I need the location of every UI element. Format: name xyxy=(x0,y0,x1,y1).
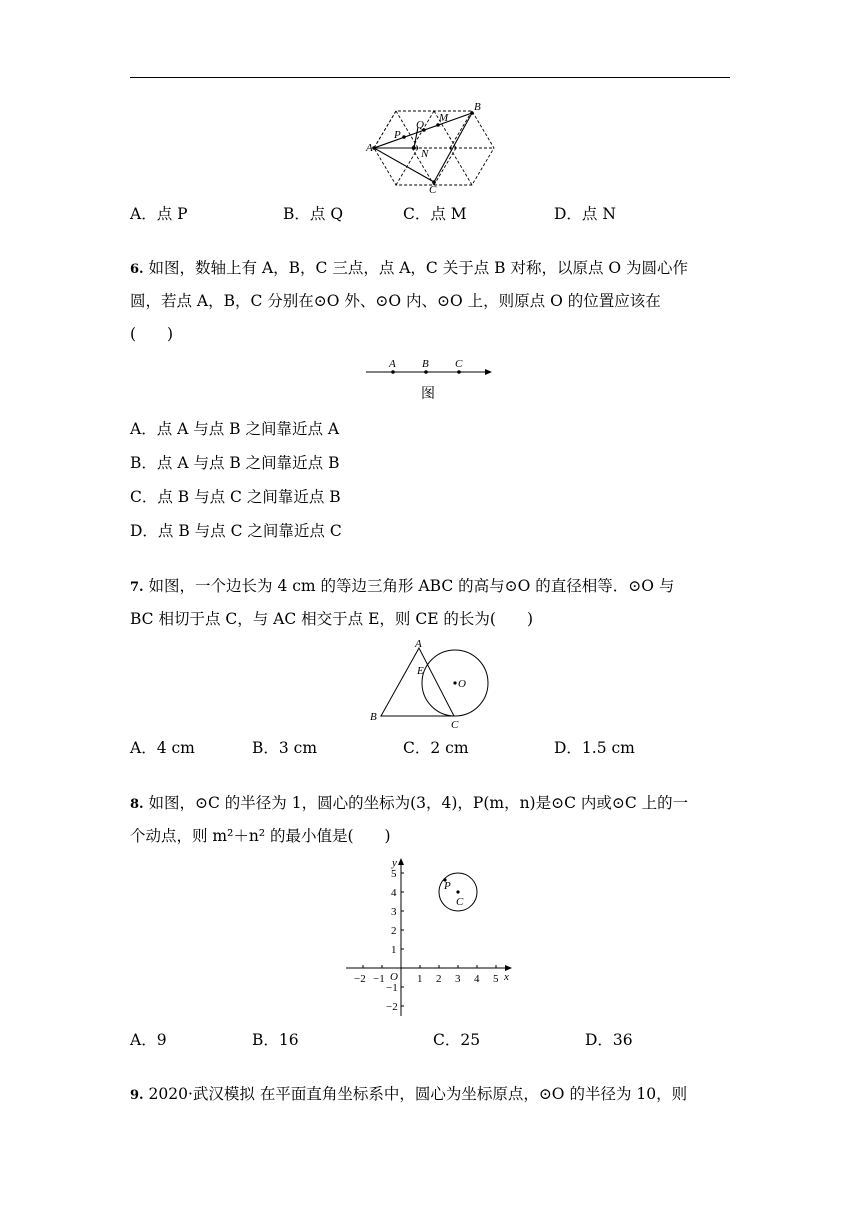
q6-option-c[interactable]: C．点 B 与点 C 之间靠近点 B xyxy=(130,488,341,506)
q8-xtick: −1 xyxy=(373,973,385,985)
q6-option-b[interactable]: B．点 A 与点 B 之间靠近点 B xyxy=(130,454,340,472)
q5-option-c[interactable]: C．点 M xyxy=(403,205,467,223)
q8-stem-line1: 8. 如图，⊙C 的半径为 1，圆心的坐标为(3，4)，P(m，n)是⊙C 内或⊙C 上的一 xyxy=(130,794,689,812)
q9-stem-line1: 9. 2020·武汉模拟 在平面直角坐标系中，圆心为坐标原点，⊙O 的半径为 10，则 xyxy=(130,1085,688,1103)
q8-xtick: 2 xyxy=(436,973,442,985)
q7-label-c: C xyxy=(451,719,459,731)
q6-label-a: A xyxy=(389,358,396,370)
q8-option-d[interactable]: D．36 xyxy=(585,1031,633,1049)
q6-stem-line3: ( ) xyxy=(130,325,174,343)
q7-stem-line2: BC 相切于点 C，与 AC 相交于点 E，则 CE 的长为( ) xyxy=(130,610,534,628)
q6-option-d[interactable]: D．点 B 与点 C 之间靠近点 C xyxy=(130,522,342,540)
q5-label-a: A xyxy=(366,142,373,154)
q7-option-a[interactable]: A．4 cm xyxy=(130,739,195,757)
q8-ytick: −1 xyxy=(386,982,398,994)
q5-label-p: P xyxy=(394,129,401,141)
q5-label-m: M xyxy=(439,112,449,124)
q8-xtick: −2 xyxy=(354,973,366,985)
q7-label-b: B xyxy=(370,711,377,723)
q5-label-q: Q xyxy=(416,119,424,131)
q7-number: 7. xyxy=(130,580,144,595)
q7-option-c[interactable]: C．2 cm xyxy=(403,739,469,757)
q6-stem-line2: 圆，若点 A，B，C 分别在⊙O 外、⊙O 内、⊙O 上，则原点 O 的位置应该在 xyxy=(130,292,661,310)
q6-label-b: B xyxy=(422,358,429,370)
q8-option-b[interactable]: B．16 xyxy=(252,1031,299,1049)
q8-option-c[interactable]: C．25 xyxy=(433,1031,481,1049)
q5-option-a[interactable]: A．点 P xyxy=(130,205,188,223)
q8-xtick: 5 xyxy=(493,973,499,985)
q7-option-b[interactable]: B．3 cm xyxy=(252,739,318,757)
q5-label-n: N xyxy=(421,148,429,160)
q7-label-o: O xyxy=(458,678,466,690)
q7-label-a: A xyxy=(415,638,422,650)
q8-ytick: 4 xyxy=(391,887,397,899)
q8-label-c: C xyxy=(456,896,464,908)
q6-option-a[interactable]: A．点 A 与点 B 之间靠近点 A xyxy=(130,420,340,438)
q8-number: 8. xyxy=(130,797,144,812)
header-rule xyxy=(130,77,730,78)
q5-label-b: B xyxy=(474,101,481,113)
q6-figure-caption: 图 xyxy=(421,386,435,402)
q8-ytick: −2 xyxy=(386,1001,398,1013)
q7-stem-line1: 7. 如图，一个边长为 4 cm 的等边三角形 ABC 的高与⊙O 的直径相等．⊙O 与 xyxy=(130,577,675,595)
q7-triangle-circle-figure xyxy=(366,638,496,730)
q6-stem-line1: 6. 如图，数轴上有 A，B，C 三点，点 A，C 关于点 B 对称，以原点 O 为圆心作 xyxy=(130,259,689,277)
q8-xtick: 3 xyxy=(455,973,461,985)
q7-label-e: E xyxy=(417,665,424,677)
q8-ytick: 2 xyxy=(391,925,397,937)
q8-coordinate-figure xyxy=(346,856,516,1020)
q8-stem-line2: 个动点，则 m²＋n² 的最小值是( ) xyxy=(130,827,391,845)
q6-number: 6. xyxy=(130,262,144,277)
q9-number: 9. xyxy=(130,1088,144,1103)
q6-label-c: C xyxy=(455,358,463,370)
q8-axis-x-label: x xyxy=(504,971,509,983)
q5-option-d[interactable]: D．点 N xyxy=(554,205,616,223)
q8-xtick: 1 xyxy=(417,973,423,985)
q8-ytick: 3 xyxy=(391,906,397,918)
q5-label-c: C xyxy=(429,184,437,196)
q8-label-p: P xyxy=(444,880,451,892)
q8-axis-y-label: y xyxy=(392,857,397,869)
q8-option-a[interactable]: A．9 xyxy=(130,1031,167,1049)
q5-hexagon-figure xyxy=(360,98,510,194)
q8-xtick: 4 xyxy=(474,973,480,985)
q6-number-line-figure xyxy=(366,356,496,378)
q7-option-d[interactable]: D．1.5 cm xyxy=(554,739,635,757)
q5-option-b[interactable]: B．点 Q xyxy=(283,205,344,223)
q8-ytick: 5 xyxy=(391,868,397,880)
q8-origin-label: O xyxy=(390,971,398,983)
q8-ytick: 1 xyxy=(391,944,397,956)
